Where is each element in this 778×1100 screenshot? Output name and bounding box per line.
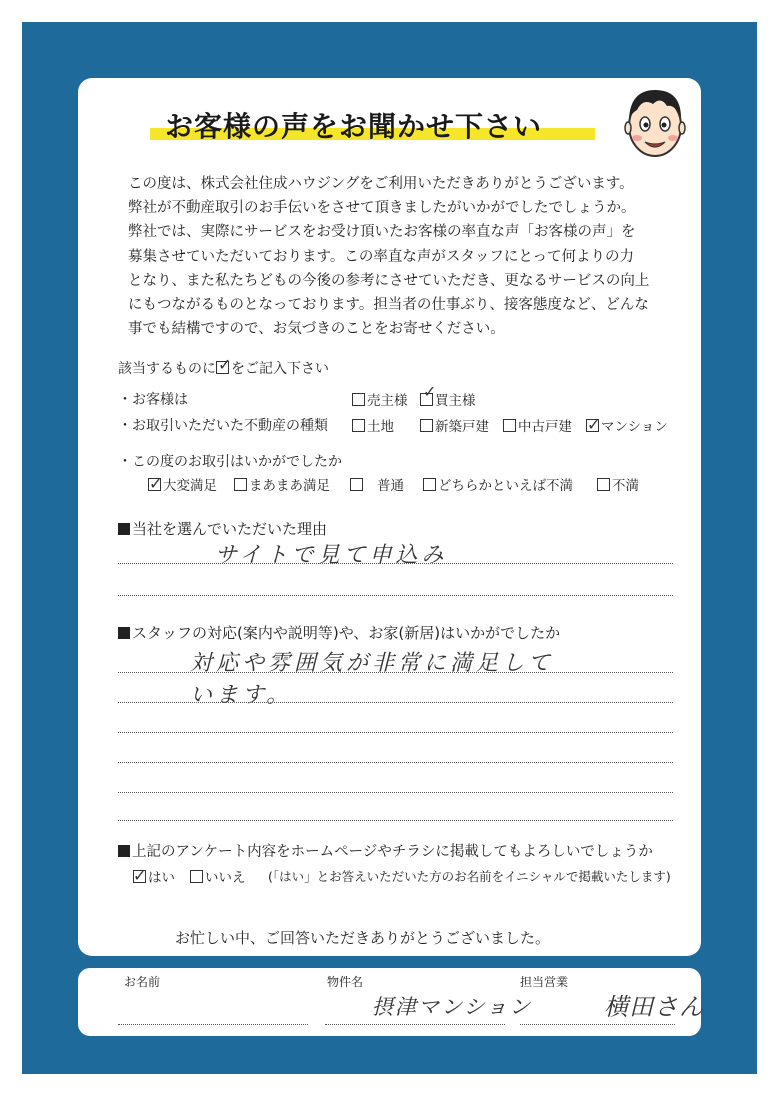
- staff-answer-line-2: います。: [190, 683, 293, 708]
- option-no[interactable]: いいえ: [190, 866, 246, 886]
- staff-name-value: 横田さん: [604, 993, 704, 1021]
- option-mansion[interactable]: ✓ マンション: [587, 415, 668, 435]
- reason-heading: 当社を選んでいただいた理由: [118, 518, 327, 539]
- option-seller[interactable]: 売主様: [352, 389, 408, 409]
- name-label: お名前: [124, 975, 161, 989]
- intro-text: この度は、株式会社住成ハウジングをご利用いただきありがとうございます。 弊社が不動産取引のお手伝いをさせて頂きましたがいかがでしたでしょうか。 弊社では、実際にサービスをお受け頂いたお客様の率直な声「お客様の声」を 募集させていただいております。この率直な声がスタッフにとって何よりの力 となり、また私たちどもの今後の参考にさせていただき、更なるサービスの向上 にもつながるものとなっております。担当者の仕事ぶり、接客態度など、どんな 事でも結構ですので、お気づきのことをお寄せください。: [128, 176, 650, 338]
- answer-line: [118, 595, 673, 596]
- answer-line: [118, 762, 673, 763]
- answer-line: [118, 732, 673, 733]
- instruction-checkbox-icon: ✓: [218, 355, 232, 374]
- option-land[interactable]: 土地: [352, 415, 394, 435]
- answer-line: [118, 820, 673, 821]
- property-line: [325, 1024, 505, 1025]
- bullet-square-icon: [118, 845, 130, 857]
- answer-line: [118, 672, 673, 673]
- answer-line: [118, 792, 673, 793]
- property-name-value: 摂津マンション: [372, 995, 533, 1019]
- option-used-house[interactable]: 中古戸建: [503, 415, 572, 435]
- option-neutral[interactable]: 普通: [350, 474, 404, 494]
- bullet-square-icon: [118, 627, 130, 639]
- option-dissatisfied[interactable]: 不満: [597, 474, 639, 494]
- option-new-house[interactable]: 新築戸建: [420, 415, 489, 435]
- option-yes[interactable]: ✓ はい: [133, 866, 175, 886]
- publish-note: (「はい」とお答えいただいた方のお名前をイニシャルで掲載いたします): [268, 869, 671, 884]
- instructions: 該当するものに ✓ をご記入下さい: [118, 355, 329, 377]
- option-buyer[interactable]: ✓ 買主様: [420, 389, 476, 409]
- option-somewhat-dissatisfied[interactable]: どちらかといえば不満: [423, 474, 573, 494]
- staff-line: [520, 1024, 675, 1025]
- bullet-square-icon: [118, 523, 130, 535]
- satisfaction-label: ・この度のお取引はいかがでしたか: [118, 454, 342, 470]
- property-label: 物件名: [327, 975, 364, 989]
- property-type-label: ・お取引いただいた不動産の種類: [118, 418, 328, 434]
- publish-heading: 上記のアンケート内容をホームページやチラシに掲載してもよろしいでしょうか: [118, 840, 653, 861]
- option-somewhat-satisfied[interactable]: まあまあ満足: [234, 474, 330, 494]
- staff-label: 担当営業: [520, 975, 569, 989]
- staff-heading: スタッフの対応(案内や説明等)や、お家(新居)はいかがでしたか: [118, 622, 560, 643]
- answer-line: [118, 563, 673, 564]
- name-line: [118, 1024, 308, 1025]
- mascot-face-icon: [615, 82, 695, 162]
- customer-type-label: ・お客様は: [118, 392, 188, 408]
- closing-message: お忙しい中、ご回答いただきありがとうございました。: [175, 929, 551, 947]
- page-title: お客様の声をお聞かせ下さい: [165, 110, 543, 143]
- staff-answer-line-1: 対応や雰囲気が非常に満足して: [190, 651, 555, 676]
- reason-answer: サイトで見て申込み: [215, 543, 448, 568]
- answer-line: [118, 702, 673, 703]
- option-very-satisfied[interactable]: ✓ 大変満足: [149, 474, 217, 494]
